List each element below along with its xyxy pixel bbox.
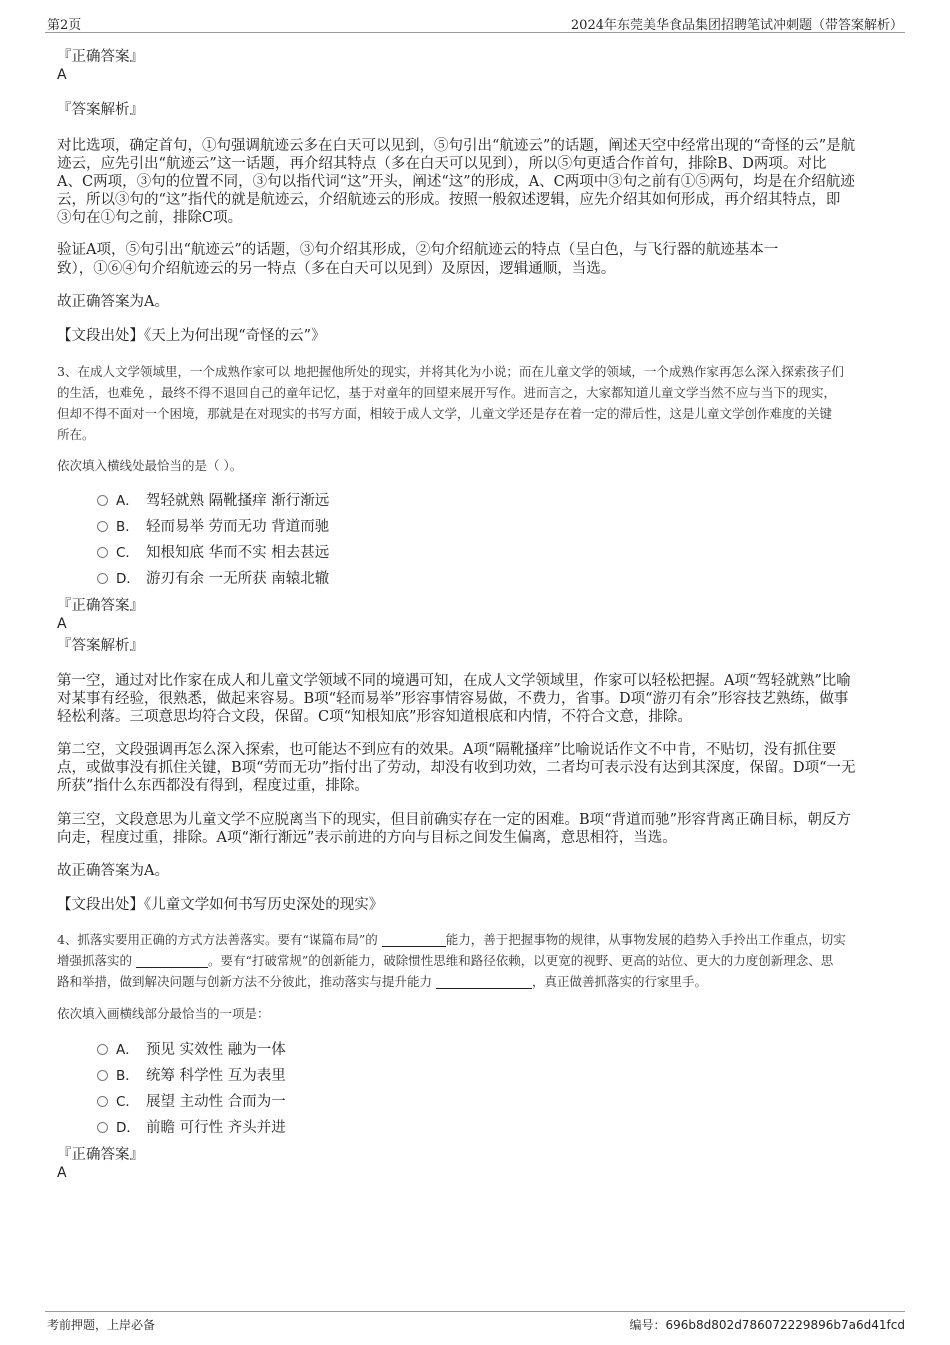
q2-analysis-line: A、C两项，③句的位置不同，③句以指代词“这”开头，阐述“这”的形成，A、C两项中③句之前有①⑤两句，均是在介绍航迹 <box>57 174 855 190</box>
q2-verify-line: 致），①⑥④句介绍航迹云的另一特点（多在白天可以见到）及原因，逻辑通顺，当选。 <box>57 261 616 277</box>
q2-analysis-line: ③句在①句之前，排除C项。 <box>57 210 243 226</box>
q4-answer: A <box>57 1165 67 1181</box>
q3-stem-line: 3、在成人文学领域里，一个成熟作家可以 地把握他所处的现实，并将其化为小说；而在儿童文学的领域，一个成熟作家再怎么深入探索孩子们 <box>57 364 844 379</box>
q3-analysis-line: 第一空，通过对比作家在成人和儿童文学领域不同的境遇可知，在成人文学领域里，作家可以轻松把握。A项“驾轻就熟”比喻 <box>57 673 851 689</box>
q3-option-b[interactable]: B． 轻而易举 劳而无功 背道而驰 <box>97 518 329 536</box>
q3-conclusion: 故正确答案为A。 <box>57 863 169 879</box>
radio-icon[interactable] <box>97 1122 108 1133</box>
q4-stem-line: 增强抓落实的 。要有“打破常规”的创新能力，破除惯性思维和路径依赖，以更宽的视野、更高的站位、更大的力度创新理念、思 <box>57 953 834 968</box>
q3-stem-line: 所在。 <box>57 427 95 442</box>
q2-conclusion: 故正确答案为A。 <box>57 294 169 310</box>
q3-analysis-line: 点，或做事没有抓住关键，B项“劳而无功”指付出了劳动，却没有收到功效，二者均可表示没有达到其深度，保留。D项“一无 <box>57 760 856 776</box>
q2-verify-line: 验证A项，⑤句引出“航迹云”的话题，③句介绍其形成，②句介绍航迹云的特点（呈白色，与飞行器的航迹基本一 <box>57 242 779 258</box>
page-footer <box>45 1311 905 1336</box>
radio-icon[interactable] <box>97 1070 108 1081</box>
q2-answer: A <box>57 67 67 83</box>
radio-icon[interactable] <box>97 521 108 532</box>
q3-answer-label: 『正确答案』 <box>57 598 144 614</box>
footer-slogan: 考前押题，上岸必备 <box>47 1318 156 1332</box>
radio-icon[interactable] <box>97 1096 108 1107</box>
q3-stem-line: 但却不得不面对一个困境，那就是在对现实的书写方面，相较于成人文学，儿童文学还是存在着一定的滞后性，这是儿童文学创作难度的关键 <box>57 406 833 421</box>
radio-icon[interactable] <box>97 495 108 506</box>
q3-analysis-line: 第二空，文段强调再怎么深入探索，也可能达不到应有的效果。A项“隔靴搔痒”比喻说话作文不中肯，不贴切，没有抓住要 <box>57 742 837 758</box>
q3-analysis-line: 对某事有经验，很熟悉，做起来容易。B项“轻而易举”形容事情容易做，不费力，省事。D项“游刃有余”形容技艺熟练，做事 <box>57 691 849 707</box>
q2-analysis-line: 迹云，应先引出“航迹云”这一话题，再介绍其特点（多在白天可以见到），所以⑤句更适合作首句，排除B、D两项。对比 <box>57 156 827 172</box>
q3-answer: A <box>57 616 67 632</box>
q4-stem-line: 4、抓落实要用正确的方式方法善落实。要有“谋篇布局”的 能力，善于把握事物的规律，从事物发展的趋势入手拎出工作重点，切实 <box>57 932 846 947</box>
q3-analysis-line: 轻松利落。三项意思均符合文段，保留。C项“知根知底”形容知道根底和内情，不符合文意，排除。 <box>57 709 692 725</box>
page-header <box>45 12 905 33</box>
q2-answer-label: 『正确答案』 <box>57 49 144 65</box>
q4-answer-label: 『正确答案』 <box>57 1147 144 1163</box>
q4-option-a[interactable]: A． 预见 实效性 融为一体 <box>97 1041 286 1059</box>
q3-option-d[interactable]: D． 游刃有余 一无所获 南辕北辙 <box>97 570 329 588</box>
document-title: 2024年东莞美华食品集团招聘笔试冲刺题（带答案解析） <box>570 18 903 33</box>
q3-stem-line: 的生活，也难免 ，最终不得不退回自己的童年记忆，基于对童年的回望来展开写作。进而言之，大家都知道儿童文学当然不应与当下的现实， <box>57 385 836 400</box>
radio-icon[interactable] <box>97 573 108 584</box>
q2-analysis-label: 『答案解析』 <box>57 102 144 118</box>
fill-blank <box>382 932 446 947</box>
document-code: 编号：696b8d802d786072229896b7a6d41fcd <box>629 1318 905 1332</box>
radio-icon[interactable] <box>97 1044 108 1055</box>
q3-analysis-line: 第三空，文段意思为儿童文学不应脱离当下的现实，但目前确实存在一定的困难。B项“背道而驰”形容背离正确目标，朝反方 <box>57 812 851 828</box>
page-number: 第2页 <box>47 18 82 33</box>
q4-prompt: 依次填入画横线部分最恰当的一项是： <box>57 1006 270 1021</box>
fill-blank <box>436 974 532 989</box>
q4-option-c[interactable]: C． 展望 主动性 合而为一 <box>97 1093 286 1111</box>
q3-source: 【文段出处】《儿童文学如何书写历史深处的现实》 <box>57 897 384 913</box>
q2-source: 【文段出处】《天上为何出现“奇怪的云”》 <box>57 328 326 344</box>
q3-analysis-label: 『答案解析』 <box>57 638 144 654</box>
q3-prompt: 依次填入横线处最恰当的是（ ）。 <box>57 458 243 473</box>
q3-option-a[interactable]: A． 驾轻就熟 隔靴搔痒 渐行渐远 <box>97 492 329 510</box>
radio-icon[interactable] <box>97 547 108 558</box>
q4-option-d[interactable]: D． 前瞻 可行性 齐头并进 <box>97 1119 286 1137</box>
fill-blank <box>136 953 208 968</box>
q2-analysis-line: 云，所以③句的“这”指代的就是航迹云，介绍航迹云的形成。按照一般叙述逻辑，应先介绍其如何形成，再介绍其特点，即 <box>57 192 841 208</box>
q3-option-c[interactable]: C． 知根知底 华而不实 相去甚远 <box>97 544 329 562</box>
q3-analysis-line: 所获”指什么东西都没有得到，程度过重，排除。 <box>57 778 369 794</box>
q4-stem-line: 路和举措，做到解决问题与创新方法不分彼此，推动落实与提升能力 ，真正做善抓落实的行家里手。 <box>57 974 707 989</box>
q3-analysis-line: 向走，程度过重，排除。A项“渐行渐远”表示前进的方向与目标之间发生偏离，意思相符，当选。 <box>57 830 677 846</box>
q2-analysis-line: 对比选项，确定首句，①句强调航迹云多在白天可以见到，⑤句引出“航迹云”的话题，阐述天空中经常出现的“奇怪的云”是航 <box>57 138 856 154</box>
q4-option-b[interactable]: B． 统筹 科学性 互为表里 <box>97 1067 286 1085</box>
